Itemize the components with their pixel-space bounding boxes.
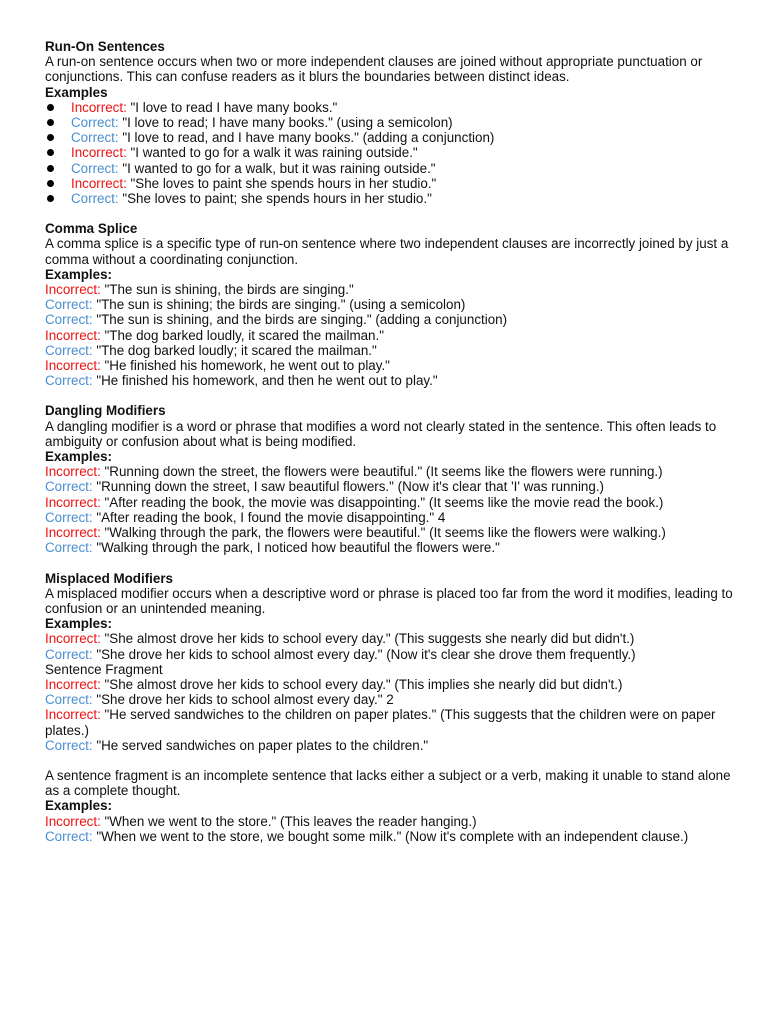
example-text: "When we went to the store, we bought some milk." (Now it's complete with an independent clause.) — [92, 828, 689, 844]
list-item — [45, 814, 735, 829]
correct-label: Correct: — [45, 828, 93, 844]
bullet-icon — [47, 149, 54, 156]
example-text: "She almost drove her kids to school every day." (This implies she nearly did but didn't.) — [100, 676, 623, 692]
example-text: "I love to read; I have many books." (using a semicolon) — [118, 115, 453, 131]
dangling-modifiers-description: A dangling modifier is a word or phrase that modifies a word not clearly stated in the sentence. This often leads to ambiguity or confusion about what is being modified. — [45, 418, 717, 449]
example-text: "After reading the book, I found the movie disappointing." 4 — [92, 509, 446, 525]
incorrect-label: Incorrect: — [45, 813, 101, 829]
list-item — [45, 707, 735, 737]
example-text: "Running down the street, I saw beautiful flowers." (Now it's clear that 'I' was running.) — [92, 479, 604, 495]
list-item — [45, 464, 735, 479]
correct-label: Correct: — [45, 342, 93, 358]
list-item — [45, 161, 735, 176]
correct-label: Correct: — [45, 737, 93, 753]
example-text: "After reading the book, the movie was disappointing." (It seems like the movie read the book.) — [100, 494, 664, 510]
misplaced-modifiers-title: Misplaced Modifiers — [45, 570, 173, 586]
list-item — [45, 100, 735, 115]
sentence-fragment-description: A sentence fragment is an incomplete sentence that lacks either a subject or a verb, making it unable to stand alone as a complete thought. — [45, 767, 731, 799]
misplaced-modifiers-example-list — [45, 631, 735, 753]
run-on-examples-label: Examples — [45, 84, 108, 100]
bullet-icon — [47, 195, 54, 202]
list-item — [45, 479, 735, 494]
list-item — [45, 115, 735, 130]
list-item — [45, 677, 735, 692]
example-text: "He finished his homework, and then he went out to play." — [92, 373, 438, 389]
incorrect-label: Incorrect: — [45, 327, 101, 343]
example-text: "I love to read, and I have many books." (adding a conjunction) — [118, 130, 495, 146]
correct-label: Correct: — [71, 115, 119, 131]
bullet-icon — [47, 165, 54, 172]
list-item — [45, 297, 735, 312]
correct-label: Correct: — [45, 646, 93, 662]
list-item — [45, 373, 735, 388]
correct-label: Correct: — [71, 191, 119, 207]
example-text: "Running down the street, the flowers were beautiful." (It seems like the flowers were running.) — [100, 464, 663, 480]
sentence-fragment-section — [45, 768, 735, 844]
incorrect-label: Incorrect: — [45, 525, 101, 541]
example-text: "I love to read I have many books." — [126, 99, 338, 115]
list-item — [45, 358, 735, 373]
sentence-fragment-example-list — [45, 814, 735, 844]
run-on-example-list — [45, 100, 735, 206]
incorrect-label: Incorrect: — [45, 676, 101, 692]
comma-splice-examples-label: Examples: — [45, 266, 112, 282]
comma-splice-example-list — [45, 282, 735, 388]
example-text: "When we went to the store." (This leaves the reader hanging.) — [100, 813, 477, 829]
incorrect-label: Incorrect: — [71, 145, 127, 161]
dangling-modifiers-section — [45, 403, 735, 555]
list-item — [45, 130, 735, 145]
incorrect-label: Incorrect: — [45, 358, 101, 374]
document-page — [45, 39, 735, 859]
list-item — [45, 282, 735, 297]
example-text: "She loves to paint she spends hours in her studio." — [126, 175, 437, 191]
list-item — [45, 328, 735, 343]
example-text: "I wanted to go for a walk, but it was raining outside." — [118, 160, 436, 176]
example-text: "The dog barked loudly; it scared the mailman." — [92, 342, 377, 358]
list-item — [45, 692, 735, 707]
list-item — [45, 145, 735, 160]
list-item — [45, 647, 735, 662]
incorrect-label: Incorrect: — [71, 99, 127, 115]
incorrect-label: Incorrect: — [45, 494, 101, 510]
correct-label: Correct: — [45, 297, 93, 313]
bullet-icon — [47, 119, 54, 126]
list-item — [45, 176, 735, 191]
run-on-section — [45, 39, 735, 206]
correct-label: Correct: — [71, 130, 119, 146]
example-text: "He served sandwiches on paper plates to the children." — [92, 737, 429, 753]
comma-splice-description: A comma splice is a specific type of run-on sentence where two independent clauses are incorrectly joined by just a comma without a coordinating conjunction. — [45, 236, 729, 267]
misplaced-modifiers-description: A misplaced modifier occurs when a descriptive word or phrase is placed too far from the word it modifies, leading to confusion or an unintended meaning. — [45, 585, 733, 616]
correct-label: Correct: — [45, 373, 93, 389]
list-item — [45, 738, 735, 753]
sentence-fragment-heading: Sentence Fragment — [45, 661, 163, 677]
misplaced-modifiers-section — [45, 571, 735, 753]
incorrect-label: Incorrect: — [45, 464, 101, 480]
comma-splice-title: Comma Splice — [45, 221, 138, 237]
list-item — [45, 829, 735, 844]
incorrect-label: Incorrect: — [45, 282, 101, 298]
list-item — [45, 312, 735, 327]
correct-label: Correct: — [45, 540, 93, 556]
bullet-icon — [47, 104, 54, 111]
example-text: "The dog barked loudly, it scared the mailman." — [100, 327, 384, 343]
correct-label: Correct: — [45, 509, 93, 525]
bullet-icon — [47, 180, 54, 187]
correct-label: Correct: — [45, 479, 93, 495]
incorrect-label: Incorrect: — [45, 707, 101, 723]
example-text: "She almost drove her kids to school every day." (This suggests she nearly did but didn't.) — [100, 631, 635, 647]
list-item — [45, 343, 735, 358]
correct-label: Correct: — [45, 692, 93, 708]
list-item — [45, 525, 735, 540]
list-item — [45, 495, 735, 510]
correct-label: Correct: — [71, 160, 119, 176]
bullet-icon — [47, 134, 54, 141]
incorrect-label: Incorrect: — [71, 175, 127, 191]
dangling-modifiers-example-list — [45, 464, 735, 555]
comma-splice-section — [45, 221, 735, 388]
example-text: "Walking through the park, the flowers were beautiful." (It seems like the flowers were walking.) — [100, 525, 666, 541]
dangling-modifiers-examples-label: Examples: — [45, 449, 112, 465]
example-text: "The sun is shining, and the birds are singing." (adding a conjunction) — [92, 312, 508, 328]
list-item — [45, 540, 735, 555]
example-text: "She drove her kids to school almost every day." (Now it's clear she drove them frequently.) — [92, 646, 636, 662]
example-text: "She loves to paint; she spends hours in her studio." — [118, 191, 432, 207]
sentence-fragment-examples-label: Examples: — [45, 798, 112, 814]
example-text: "The sun is shining; the birds are singing." (using a semicolon) — [92, 297, 466, 313]
example-text: "He finished his homework, he went out to play." — [100, 358, 390, 374]
example-text: "She drove her kids to school almost every day." 2 — [92, 692, 394, 708]
list-item — [45, 191, 735, 206]
example-text: "He served sandwiches to the children on paper plates." (This suggests that the children were on paper plates.) — [45, 707, 716, 738]
example-text: "Walking through the park, I noticed how beautiful the flowers were." — [92, 540, 500, 556]
misplaced-modifiers-examples-label: Examples: — [45, 616, 112, 632]
incorrect-label: Incorrect: — [45, 631, 101, 647]
dangling-modifiers-title: Dangling Modifiers — [45, 403, 166, 419]
correct-label: Correct: — [45, 312, 93, 328]
run-on-title: Run-On Sentences — [45, 39, 165, 54]
run-on-description: A run-on sentence occurs when two or more independent clauses are joined without appropriate punctuation or conjunctions. This can confuse readers as it blurs the boundaries between distinct ideas. — [45, 54, 703, 85]
list-item — [45, 510, 735, 525]
list-item — [45, 631, 735, 646]
example-text: "I wanted to go for a walk it was raining outside." — [126, 145, 418, 161]
example-text: "The sun is shining, the birds are singing." — [100, 282, 354, 298]
